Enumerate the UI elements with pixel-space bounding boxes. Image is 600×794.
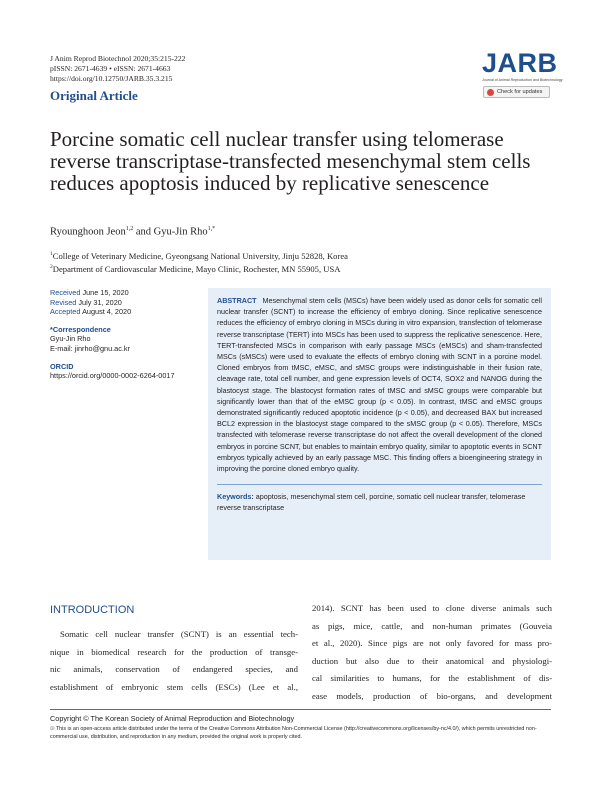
- orcid-link[interactable]: https://orcid.org/0000-0002-6264-0017: [50, 371, 175, 381]
- author-affiliation-marker: 1,2: [125, 226, 134, 232]
- body-text-line: 2014). SCNT has been used to clone diverse animals such: [312, 603, 552, 613]
- accepted-date-row: [50, 307, 200, 317]
- received-date: June 15, 2020: [82, 288, 129, 297]
- correspondence-name: Gyu-Jin Rho: [50, 334, 91, 344]
- body-text-line: duction but also due to their anatomical and physiologi-: [312, 655, 552, 666]
- journal-meta: [50, 54, 185, 85]
- author-list: [50, 226, 215, 238]
- journal-doi[interactable]: https://doi.org/10.12750/JARB.35.3.215: [50, 74, 173, 84]
- abstract-divider: [217, 484, 542, 485]
- revised-label: Revised: [50, 297, 77, 307]
- journal-logo-text: JARB: [482, 48, 558, 78]
- abstract-paragraph: [217, 295, 542, 474]
- body-text-line: et al., 2020). Since pigs are not only favored for mass pro-: [312, 638, 552, 649]
- license-notice: [50, 726, 555, 741]
- body-text-line: establishment of embryonic stem cells (ESCs) (Lee et al.,: [50, 681, 298, 692]
- affiliation-marker: 2: [50, 263, 53, 270]
- check-updates-label: Check for updates: [497, 89, 543, 95]
- introduction-column-left: [50, 626, 298, 696]
- introduction-heading: INTRODUCTION: [50, 604, 135, 616]
- article-title: Porcine somatic cell nuclear transfer using telomerase reverse transcriptase-transfected mesenchymal stem cells reduces apoptosis induced by replicative senescence: [50, 127, 531, 195]
- accepted-date: August 4, 2020: [82, 307, 132, 317]
- abstract-box: [208, 288, 551, 560]
- license-text: This is an open-access article distributed under the terms of the Creative Commons Attribution Non-Commercial License (http://creativecommons.org/licenses/by-nc/4.0/), which permits unrestricted non-commercial use, distribution, and reproduction in any medium, provided the original work is properly cited.: [50, 726, 537, 740]
- author-name: Ryounghoon Jeon: [50, 226, 126, 238]
- author-affiliation-marker: 1,*: [207, 226, 216, 232]
- affiliation-item: [50, 249, 348, 262]
- correspondence-email[interactable]: E-mail: jinrho@gnu.ac.kr: [50, 343, 130, 353]
- author-name: Gyu-Jin Rho: [153, 226, 208, 238]
- accepted-label: Accepted: [50, 307, 81, 317]
- body-text-line: nique in biomedical research for the production of transge-: [50, 646, 298, 657]
- revised-date-row: [50, 298, 200, 308]
- affiliations: [50, 249, 348, 275]
- correspondence-heading: *Correspondence: [50, 324, 111, 334]
- journal-issn: pISSN: 2671-4639 • eISSN: 2671-4663: [50, 64, 171, 74]
- journal-logo-subtitle: Journal of Animal Reproduction and Biotechnology: [482, 78, 563, 82]
- article-sidebar: [50, 288, 200, 381]
- journal-logo: [482, 48, 563, 82]
- orcid-heading: ORCID: [50, 361, 74, 371]
- cc-license-icon: 🄯: [50, 726, 56, 732]
- check-updates-icon: [487, 89, 494, 96]
- received-date-row: [50, 288, 200, 298]
- check-for-updates-button[interactable]: [483, 86, 550, 98]
- revised-date: July 31, 2020: [78, 297, 122, 307]
- keywords: [217, 492, 542, 513]
- article-type: Original Article: [50, 88, 138, 103]
- footer-divider: [50, 709, 551, 710]
- affiliation-text: College of Veterinary Medicine, Gyeongsang National University, Jinju 52828, Korea: [52, 250, 348, 261]
- keywords-text: apoptosis, mesenchymal stem cell, porcine, somatic cell nuclear transfer, telomerase reverse transcriptase: [217, 492, 526, 512]
- body-text-line: cal similarities to humans, for the establishment of dis-: [312, 673, 552, 684]
- author-conjunction: and: [135, 226, 152, 238]
- body-text-line: ease models, production of bio-organs, and development: [312, 690, 552, 701]
- keywords-label: Keywords:: [217, 492, 254, 502]
- affiliation-marker: 1: [50, 251, 53, 257]
- affiliation-item: [50, 262, 348, 275]
- introduction-column-right: [312, 600, 552, 706]
- abstract-text: Mesenchymal stem cells (MSCs) have been widely used as donor cells for somatic cell nuclear transfer (SCNT) to increase the efficiency of embryo cloning. Since replicative senescence reduces the efficiency of embryo cloning in MSCs during in vitro expansion, transfection of telomerase reverse transcriptase (TERT) into MSCs has been used to suppress the replicative senescence. Here, TERT-transfected MSCs in comparison with early passage MSCs (eMSCs) and sham-transfected MSCs (sMSCs) were used to evaluate the effects of embryo cloning with SCNT in a porcine model. Cloned embryos from tMSC, eMSC, and sMSC groups were indistinguishable in their fusion rate, cleavage rate, total cell number, and gene expression levels of OCT4, SOX2 and NANOG during the blastocyst stage. The blastocyst formation rates of tMSC and sMSC groups were comparable but significantly lower than that of the eMSC group (p < 0.05). In contrast, tMSC and eMSC groups demonstrated significantly reduced apoptotic incidence (p < 0.05), and decreased BAX but increased BCL2 expression in the blastocyst stage compared to the sMSC group (p < 0.05). Therefore, MSCs transfected with telomerase reverse transcriptase do not affect the overall development of the cloned embryos in porcine SCNT, but enables to maintain embryo quality, similar to apoptotic events in SCNT embryos typically achieved by an early passage MSC. This finding offers a bioengineering strategy in improving the porcine cloned embryo quality.: [217, 296, 542, 474]
- abstract-label: ABSTRACT: [217, 296, 257, 305]
- body-text-line: nic animals, conservation of endangered species, and: [50, 664, 298, 675]
- journal-citation: J Anim Reprod Biotechnol 2020;35:215-222: [50, 54, 186, 63]
- body-text-line: as pigs, mice, cattle, and non-human primates (Gouveia: [312, 620, 552, 631]
- affiliation-text: Department of Cardiovascular Medicine, Mayo Clinic, Rochester, MN 55905, USA: [52, 263, 341, 274]
- received-label: Received: [50, 288, 81, 297]
- body-text-line: Somatic cell nuclear transfer (SCNT) is an essential tech-: [60, 629, 298, 639]
- copyright-notice: Copyright © The Korean Society of Animal Reproduction and Biotechnology: [50, 714, 295, 723]
